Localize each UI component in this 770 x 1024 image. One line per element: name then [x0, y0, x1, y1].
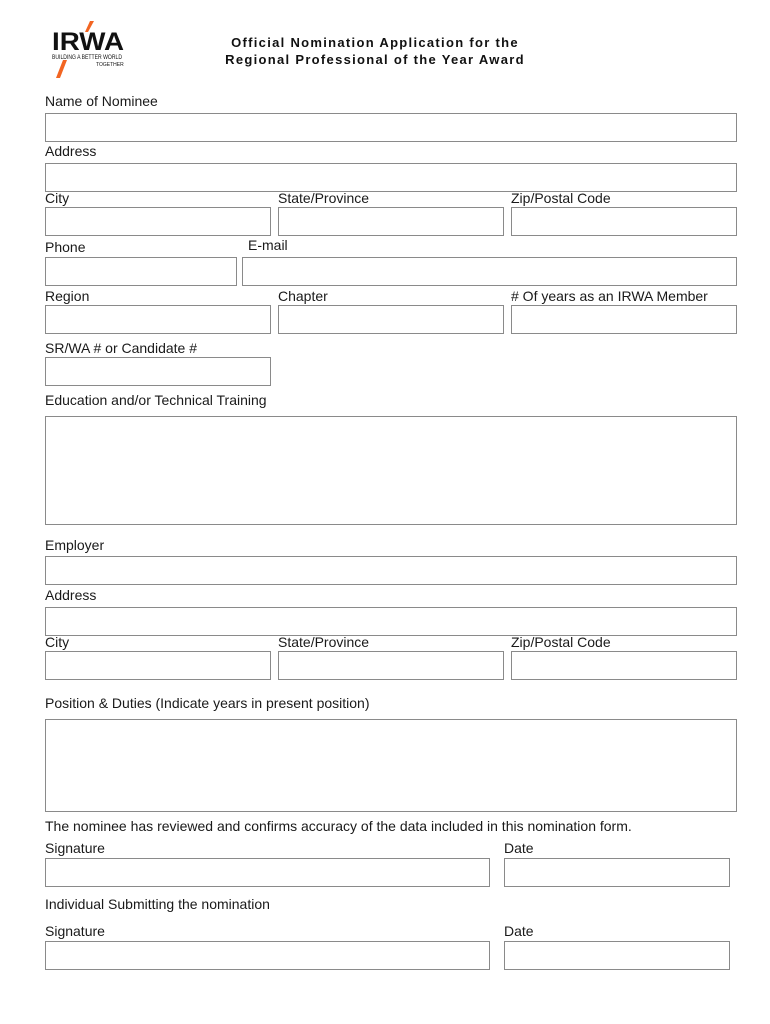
nominee-date-label: Date [504, 840, 534, 856]
region-label: Region [45, 288, 90, 304]
education-field[interactable] [45, 416, 737, 525]
email-label: E-mail [248, 237, 288, 253]
submitter-date-field[interactable] [504, 941, 730, 970]
employer-address-label: Address [45, 587, 97, 603]
name-of-nominee-field[interactable] [45, 113, 737, 142]
address-label: Address [45, 143, 97, 159]
employer-state-field[interactable] [278, 651, 504, 680]
employer-state-label: State/Province [278, 634, 370, 650]
region-field[interactable] [45, 305, 271, 334]
employer-label: Employer [45, 537, 105, 553]
form-title-line-1: Official Nomination Application for the [231, 35, 519, 50]
employer-field[interactable] [45, 556, 737, 585]
employer-city-label: City [45, 634, 70, 650]
zip-postal-field[interactable] [511, 207, 737, 236]
education-label: Education and/or Technical Training [45, 392, 267, 408]
city-field[interactable] [45, 207, 271, 236]
form-title-line-2: Regional Professional of the Year Award [225, 52, 525, 67]
phone-label: Phone [45, 239, 86, 255]
email-field[interactable] [242, 257, 737, 286]
svg-text:TOGETHER: TOGETHER [96, 62, 124, 68]
irwa-logo-graphic [50, 20, 130, 82]
confirmation-statement: The nominee has reviewed and confirms accuracy of the data included in this nomination form. [45, 818, 632, 834]
zip-postal-label: Zip/Postal Code [511, 190, 611, 206]
years-member-label: # Of years as an IRWA Member [511, 288, 708, 304]
srwa-label: SR/WA # or Candidate # [45, 340, 198, 356]
submitter-date-label: Date [504, 923, 534, 939]
form-title [200, 34, 550, 68]
nominee-date-field[interactable] [504, 858, 730, 887]
address-field[interactable] [45, 163, 737, 192]
employer-zip-label: Zip/Postal Code [511, 634, 611, 650]
state-province-field[interactable] [278, 207, 504, 236]
svg-text:BUILDING A BETTER WORLD: BUILDING A BETTER WORLD [52, 55, 123, 61]
nominee-signature-label: Signature [45, 840, 105, 856]
irwa-logo [50, 20, 130, 82]
chapter-field[interactable] [278, 305, 504, 334]
submitter-signature-label: Signature [45, 923, 105, 939]
city-label: City [45, 190, 70, 206]
employer-address-field[interactable] [45, 607, 737, 636]
nominee-signature-field[interactable] [45, 858, 490, 887]
phone-field[interactable] [45, 257, 237, 286]
individual-submitting-label: Individual Submitting the nomination [45, 896, 270, 912]
employer-zip-field[interactable] [511, 651, 737, 680]
srwa-field[interactable] [45, 357, 271, 386]
position-duties-label: Position & Duties (Indicate years in present position) [45, 695, 370, 711]
position-duties-field[interactable] [45, 719, 737, 812]
submitter-signature-field[interactable] [45, 941, 490, 970]
svg-text:IRWA: IRWA [52, 28, 124, 56]
employer-city-field[interactable] [45, 651, 271, 680]
state-province-label: State/Province [278, 190, 370, 206]
years-member-field[interactable] [511, 305, 737, 334]
chapter-label: Chapter [278, 288, 328, 304]
name-of-nominee-label: Name of Nominee [45, 93, 158, 109]
